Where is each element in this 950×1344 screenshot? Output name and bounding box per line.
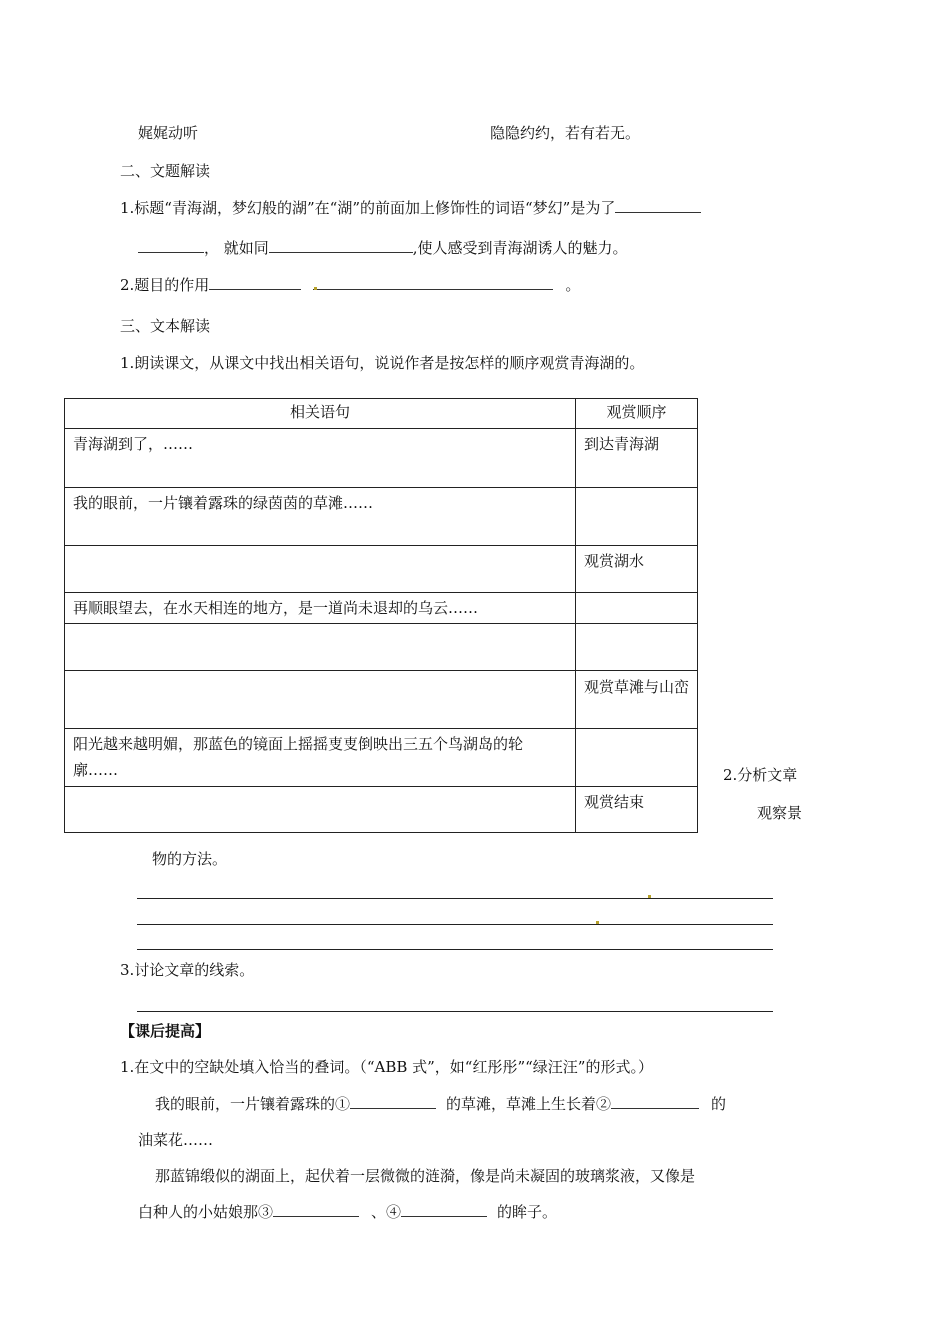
question-3-3: 3.讨论文章的线索。: [120, 961, 255, 979]
cell-text: [65, 671, 575, 675]
mark-dot: [648, 895, 651, 898]
question-text: ， 就如同: [204, 239, 269, 257]
table-cell-order[interactable]: [576, 488, 698, 546]
answer-line[interactable]: [137, 949, 773, 950]
after-class-q1: 1.在文中的空缺处填入恰当的叠词。（“ABB 式”，如“红彤彤”“绿汪汪”的形式。）: [120, 1058, 653, 1076]
answer-blank[interactable]: [269, 238, 413, 253]
vocab-left: 娓娓动听: [138, 124, 199, 142]
after-class-line2: 油菜花……: [138, 1131, 214, 1149]
answer-line[interactable]: [137, 898, 773, 899]
question-text: 、④: [371, 1203, 402, 1221]
section-heading-2: 二、文题解读: [120, 162, 211, 180]
answer-blank[interactable]: [615, 198, 701, 213]
question-3-1: 1.朗读课文，从课文中找出相关语句，说说作者是按怎样的顺序观赏青海湖的。: [120, 354, 645, 372]
mark-dot: [314, 287, 317, 290]
answer-blank-1[interactable]: [350, 1094, 436, 1109]
cell-text: 我的眼前，一片镶着露珠的绿茵茵的草滩……: [73, 494, 374, 512]
question-3-2-a: 2.分析文章: [723, 766, 798, 784]
answer-blank[interactable]: [209, 275, 301, 290]
question-text: 的草滩，草滩上生长着②: [446, 1095, 612, 1113]
answer-blank-2[interactable]: [611, 1094, 699, 1109]
cell-text: [576, 593, 697, 597]
cell-text: 观赏湖水: [584, 552, 645, 570]
answer-blank[interactable]: [138, 238, 204, 253]
answer-blank[interactable]: [313, 275, 553, 290]
cell-text: [576, 624, 697, 628]
table-cell-sentence[interactable]: [65, 787, 576, 833]
vocab-right: 隐隐约约，若有若无。: [490, 124, 641, 142]
section-heading-3: 三、文本解读: [120, 317, 211, 335]
table-cell-sentence[interactable]: [65, 488, 576, 546]
question-3-2-b: 观察景: [757, 804, 803, 822]
question-2-1: [120, 197, 701, 218]
cell-text: 再顺眼望去，在水天相连的地方，是一道尚未退却的乌云……: [73, 599, 479, 617]
table-cell-sentence[interactable]: [65, 593, 576, 624]
question-text: 白种人的小姑娘那③: [138, 1203, 274, 1221]
question-2-2: [120, 274, 580, 295]
cell-text: [65, 787, 575, 791]
reading-table: [64, 398, 698, 833]
cell-text: 青海湖到了，……: [73, 435, 194, 453]
table-header-sentence: 相关语句: [65, 399, 576, 429]
after-class-heading: 【课后提高】: [120, 1022, 211, 1040]
table-cell-order[interactable]: [576, 593, 698, 624]
answer-line[interactable]: [137, 1011, 773, 1012]
cell-text: [65, 624, 575, 628]
table-cell-order[interactable]: [576, 729, 698, 787]
cell-text: 阳光越来越明媚，那蓝色的镜面上摇摇叓叓倒映出三五个鸟湖岛的轮廓……: [73, 735, 524, 779]
cell-text: 观赏结束: [584, 793, 645, 811]
question-3-2-c: 物的方法。: [152, 850, 228, 868]
question-2-1-cont: [138, 237, 628, 258]
answer-line[interactable]: [137, 924, 773, 925]
question-text: 的眸子。: [497, 1203, 558, 1221]
cell-text: [576, 488, 697, 492]
table-cell-sentence[interactable]: [65, 624, 576, 671]
table-cell-order[interactable]: [576, 624, 698, 671]
answer-blank-4[interactable]: [401, 1202, 487, 1217]
table-cell-sentence[interactable]: [65, 546, 576, 593]
table-cell-order[interactable]: [576, 429, 698, 488]
table-cell-sentence[interactable]: [65, 429, 576, 488]
after-class-line3: 那蓝锦缎似的湖面上，起伏着一层微微的涟漪，像是尚未凝固的玻璃浆液，又像是: [155, 1167, 696, 1185]
question-text: 我的眼前，一片镶着露珠的①: [155, 1095, 351, 1113]
table-cell-sentence[interactable]: [65, 671, 576, 729]
mark-dot: [596, 921, 599, 924]
table-cell-order[interactable]: [576, 546, 698, 593]
cell-text: [65, 546, 575, 550]
after-class-line1: [155, 1093, 726, 1114]
cell-text: [576, 729, 697, 733]
answer-blank-3[interactable]: [273, 1202, 359, 1217]
table-cell-order[interactable]: [576, 787, 698, 833]
cell-text: 观赏草滩与山峦: [584, 678, 690, 696]
after-class-line4: [138, 1201, 557, 1222]
table-cell-sentence[interactable]: [65, 729, 576, 787]
question-text: 。: [565, 276, 581, 294]
question-text: 2.题目的作用: [120, 276, 210, 294]
question-text: 1.标题“青海湖，梦幻般的湖”在“湖”的前面加上修饰性的词语“梦幻”是为了: [120, 199, 616, 217]
table-header-order: 观赏顺序: [576, 399, 698, 429]
cell-text: 到达青海湖: [584, 435, 660, 453]
question-text: ,使人感受到青海湖诱人的魅力。: [412, 239, 628, 257]
table-cell-order[interactable]: [576, 671, 698, 729]
question-text: 的: [711, 1095, 727, 1113]
